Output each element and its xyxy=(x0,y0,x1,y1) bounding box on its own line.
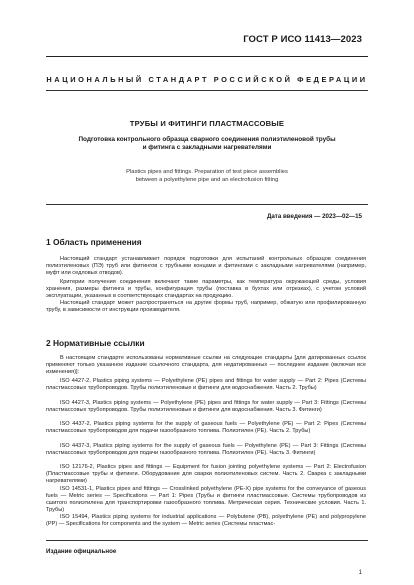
title-rule xyxy=(46,204,368,205)
subtitle-line-2: и фитинга с закладными нагревателями xyxy=(142,144,272,151)
page-number: 1 xyxy=(358,570,362,576)
section-1-paragraph: Критерии получения соединения включают такие параметры, как температура окружающей среды, условия хранения, размеры фитинга и трубы, конфигурация трубы (поставка в бухтах или отрезках), с учетом условий эксплуатации, указанных в соответствующих стандартах на продукцию. xyxy=(46,279,366,299)
reference-entry: ISO 4427-2, Plastics piping systems — Polyethylene (PE) pipes and fittings for water supply — Part 2: Pipes (Системы пластмассовых трубопроводов. Трубы полиэтиленовые и фитинги для водоснабжения. Часть 2. Трубы) xyxy=(46,378,366,391)
reference-entry: ISO 4437-3, Plastics piping systems for the supply of gaseous fuels — Polyethylene (PE) — Part 3: Fittings (Системы пластмассовых трубопроводов для подачи газообразного топлива. Полиэтилен (PE). Часть 3. Фитинги) xyxy=(46,443,366,456)
section-2-heading: 2 Нормативные ссылки xyxy=(46,338,145,348)
subtitle-line-1: Подготовка контрольного образца сварного соединения полиэтиленовой трубы xyxy=(78,136,336,143)
standard-title: ТРУБЫ И ФИТИНГИ ПЛАСТМАССОВЫЕ xyxy=(129,119,285,128)
section-1-paragraph: Настоящий стандарт устанавливает порядок подготовки для испытаний контрольных образцов соединения полиэтиленовых (ПЭ) труб или фитингов с трубными концами и фитингами с закладными нагревателями (например, муфт или седловых отводов). xyxy=(46,256,366,276)
reference-entry: ISO 15494, Plastics piping systems for industrial applications — Polybutene (PB), polyethylene (PE) and polypropylene (PP) — Specifications for components and the system — Metric series (Системы пластмас- xyxy=(46,514,366,527)
section-1-paragraph: Настоящий стандарт может распространяться на другие формы труб, например, обжатую или профилированную трубу, в зависимости от инструкции производителя. xyxy=(46,300,366,313)
english-title xyxy=(50,169,364,184)
section-1-heading: 1 Область применения xyxy=(46,237,142,247)
header-rule-bottom xyxy=(46,90,368,91)
introduction-date: Дата введения — 2023—02—15 xyxy=(266,213,362,220)
english-title-line-2: between a polyethylene pipe and an electrofusion fitting xyxy=(135,176,279,183)
national-standard-banner: НАЦИОНАЛЬНЫЙ СТАНДАРТ РОССИЙСКОЙ ФЕДЕРАЦИИ xyxy=(46,75,368,84)
footer-rule xyxy=(46,540,368,541)
section-2-paragraph: В настоящем стандарте использованы нормативные ссылки на следующие стандарты [для датированных ссылок применяют только указанное издание ссылочного стандарта, для недатированных — последнее издание (включая все изменения)]: xyxy=(46,355,366,375)
reference-entry: ISO 4427-3, Plastics piping systems — Polyethylene (PE) pipes and fittings for water supply — Part 3: Fittings (Системы пластмассовых трубопроводов. Трубы полиэтиленовые и фитинги для водоснабжения. Часть 3. Фитинги) xyxy=(46,400,366,413)
standard-subtitle xyxy=(50,136,364,152)
reference-entry: ISO 12176-2, Plastics pipes and fittings — Equipment for fusion jointing polyethylene systems — Part 2: Electrofusion (Пластмассовые трубы и фитинги. Оборудование для сварки полиэтиленовых систем. Часть 2. Сварка с закладными нагревателями) xyxy=(46,464,366,484)
official-edition-label: Издание официальное xyxy=(46,548,117,555)
document-number: ГОСТ Р ИСО 11413—2023 xyxy=(243,34,362,45)
header-rule-top xyxy=(46,56,368,57)
reference-entry: ISO 4437-2, Plastics piping systems for the supply of gaseous fuels — Polyethylene (PE) — Part 2: Pipes (Системы пластмассовых трубопроводов для подачи газообразного топлива. Полиэтилен (PE). Часть 2. Трубы) xyxy=(46,421,366,434)
reference-entry: ISO 14531-1, Plastics pipes and fittings — Crosslinked polyethylene (PE-X) pipe systems for the conveyance of gaseous fuels — Metric series — Specifications — Part 1: Pipes (Трубы и фитинги пластмассовые. Системы трубопроводов из сшитого полиэтилена для транспортировки газообразного топлива. Метрическая серия. Технические условия. Часть 1. Трубы) xyxy=(46,486,366,513)
english-title-line-1: Plastics pipes and fittings. Preparation of test piece assemblies xyxy=(126,169,288,175)
